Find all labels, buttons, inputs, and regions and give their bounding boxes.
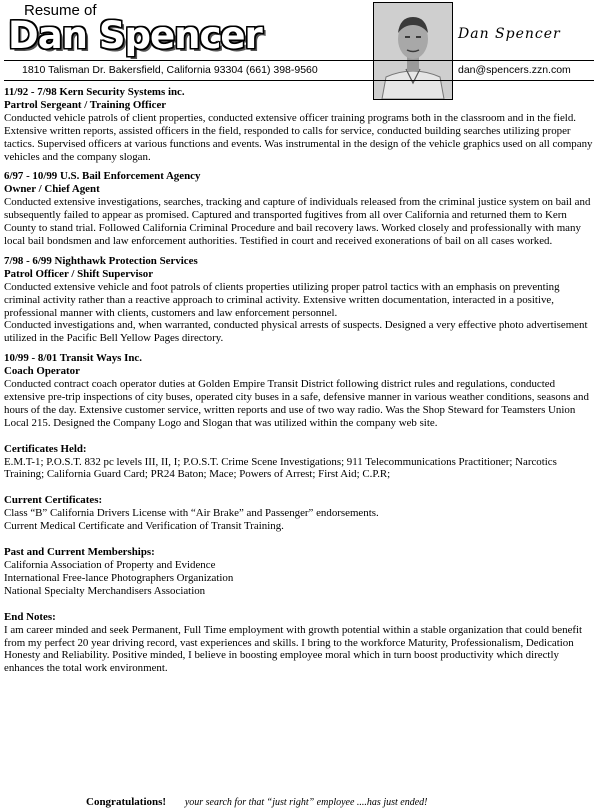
job-entry — [4, 170, 594, 247]
header-divider-top — [4, 60, 594, 61]
closing-tagline: your search for that “just right” employee ....has just ended! — [184, 797, 428, 808]
congratulations-label: Congratulations! — [86, 796, 167, 808]
portrait-illustration — [374, 3, 452, 99]
job-description-continued: Conducted investigations and, when warranted, conducted physical arrests of suspects. Designed a very effective photo advertisement utilized in the Pacific Bell Yellow Pages directory. — [4, 319, 588, 345]
job-title: Patrol Officer / Shift Supervisor — [4, 267, 154, 280]
membership-item: California Association of Property and Evidence — [4, 559, 216, 571]
job-dates-company: 11/92 - 7/98 Kern Security Systems inc. — [4, 86, 185, 98]
header-divider-bottom — [4, 80, 594, 81]
section-heading: Current Certificates: — [4, 494, 103, 507]
job-description: Conducted extensive investigations, searches, tracking and capture of individuals released from the criminal justice system on bail and subsequently failed to appear as promised. Captured and transported fugitives from all over California and returned them to Kern County to stand trial. Followed California Criminal Procedure and bail recovery laws. Worked closely and professionally with many local bail bondsmen and law enforcement authorities. Testified in court and received exonerations of bail on all cases worked. — [4, 196, 591, 247]
job-entry — [4, 352, 594, 429]
job-description: Conducted vehicle patrols of client properties, conducted extensive officer training programs both in the classroom and in the field. Extensive written reports, assisted officers in the field, responded to calls for service, conducted building searches utilizing proper tactics. Supervised officers at various functions and events. Was instrumental in the design of the vehicle graphics used on all company vehicles and the company slogan. — [4, 111, 593, 163]
resume-body — [4, 86, 594, 682]
job-description: Conducted contract coach operator duties at Golden Empire Transit District following district rules and regulations, conducted extensive pre-trip inspections of city buses, operated city buses in a safe, defensive manner in various weather conditions, seasons and hours of the day. Extensive customer service, written reports and use of two way radio. Was the Shop Steward for Teamsters Union Local 215. Designed the Company Logo and Slogan that was utilized within the company web site. — [4, 378, 589, 429]
resume-of-label: Resume of — [24, 2, 97, 19]
job-entry — [4, 255, 594, 345]
current-certificates-section — [4, 494, 594, 533]
job-dates-company: 7/98 - 6/99 Nighthawk Protection Services — [4, 254, 198, 267]
section-heading: Certificates Held: — [4, 442, 87, 455]
job-title: Partrol Sergeant / Training Officer — [4, 98, 167, 111]
job-entry — [4, 86, 594, 163]
job-dates-company: 10/99 - 8/01 Transit Ways Inc. — [4, 352, 142, 365]
certificates-held-section — [4, 443, 594, 482]
end-notes-text: I am career minded and seek Permanent, Full Time employment with growth potential within a stable organization that could benefit from my perfect 20 year driving record, vast experiences and skills. I bring to the workforce Maturity, Professionalism, Dedication Honesty and Reliability. Positive minded, I believe in boosting employee moral which in turn boost productivity which directly enhances the total work environment. — [4, 623, 583, 675]
end-notes-section — [4, 611, 594, 676]
membership-item: National Specialty Merchandisers Association — [4, 584, 206, 597]
certificates-held-text: E.M.T-1; P.O.S.T. 832 pc levels III, II, I; P.O.S.T. Crime Scene Investigations; 911 Telecommunications Practitioner; Narcotics Training; California Guard Card; PR24 Baton; Mace; Powers of Arrest; First Aid; C.P.R; — [4, 455, 557, 481]
current-certificate-line: Current Medical Certificate and Verification of Transit Training. — [4, 520, 284, 533]
job-title: Owner / Chief Agent — [4, 183, 100, 196]
contact-address: 1810 Talisman Dr. Bakersfield, California 93304 (661) 398-9560 — [22, 64, 318, 76]
closing-line — [86, 796, 427, 808]
contact-email: dan@spencers.zzn.com — [458, 64, 571, 76]
job-title: Coach Operator — [4, 365, 80, 378]
current-certificate-line: Class “B” California Drivers License with “Air Brake” and Passenger” endorsements. — [4, 507, 379, 520]
memberships-section — [4, 546, 594, 598]
candidate-name: Dan Spencer — [8, 14, 262, 57]
job-description: Conducted extensive vehicle and foot patrols of clients properties utilizing proper patrol tactics with an emphasis on preventing criminal activity rather than a reactive approach to criminal activity. Extensive written documentation, interacted in a positive, professional manner with clients, customers and law enforcement personnel. — [4, 280, 560, 319]
job-dates-company: 6/97 - 10/99 U.S. Bail Enforcement Agency — [4, 170, 201, 183]
signature: Dan Spencer — [458, 26, 561, 42]
membership-item: International Free-lance Photographers Organization — [4, 571, 234, 584]
section-heading: End Notes: — [4, 610, 56, 623]
section-heading: Past and Current Memberships: — [4, 546, 155, 559]
